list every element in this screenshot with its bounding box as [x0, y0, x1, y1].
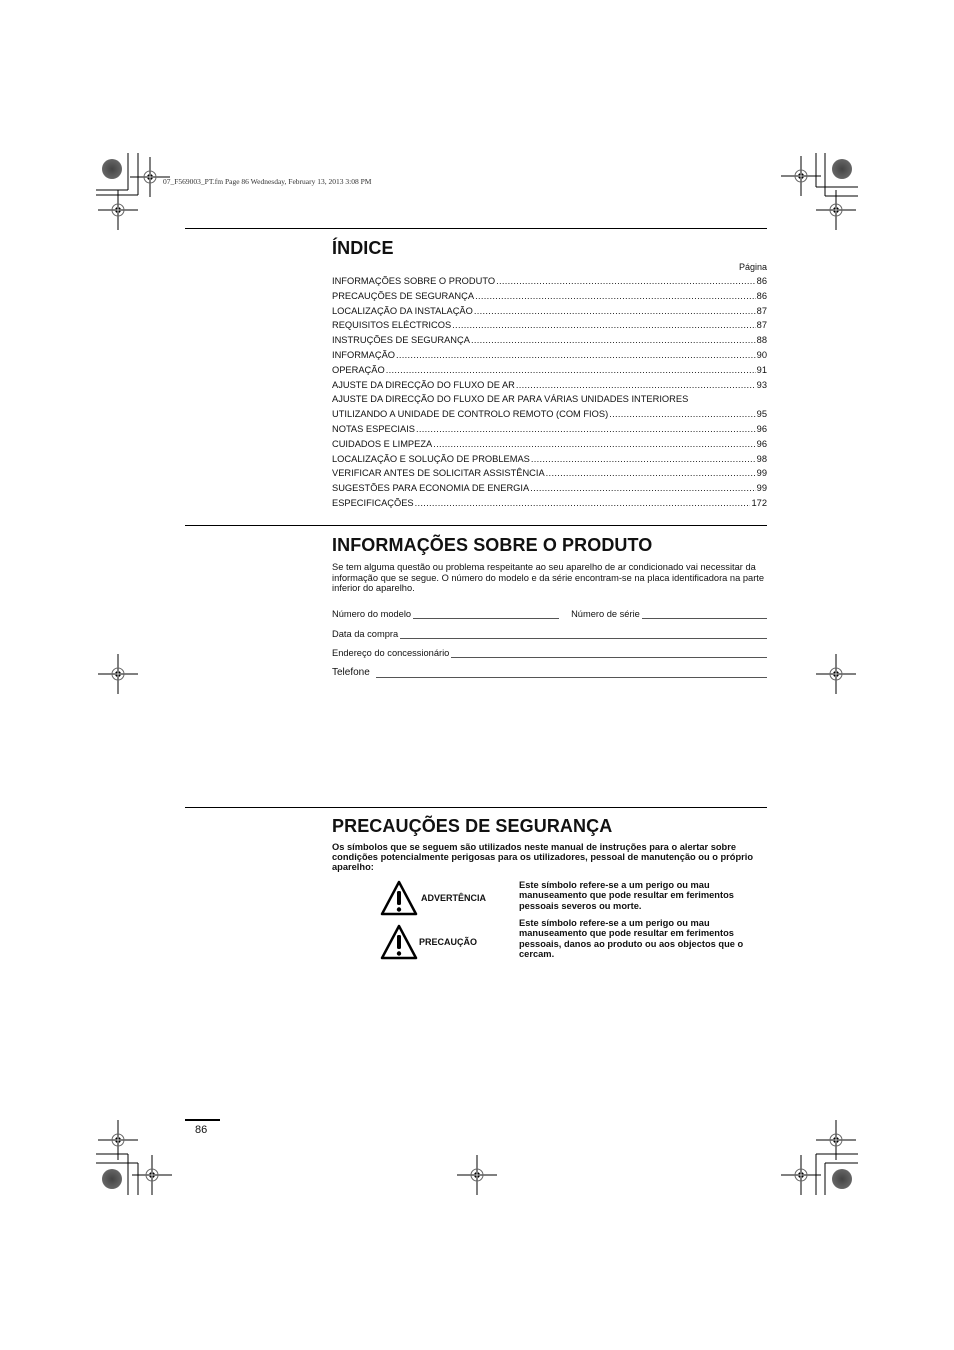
dealer-address-field[interactable] — [451, 649, 767, 658]
toc-item[interactable]: INFORMAÇÃO ..... 90 — [332, 348, 767, 363]
dealer-address-label: Endereço do concessionário — [332, 648, 450, 659]
product-info-section — [332, 535, 767, 678]
toc-page-header: Página — [738, 262, 767, 272]
section-divider — [185, 525, 767, 526]
model-number-field[interactable] — [413, 610, 559, 619]
phone-label: Telefone — [332, 666, 370, 678]
toc-item[interactable]: REQUISITOS ELÉCTRICOS ..... 87 — [332, 318, 767, 333]
caution-label: PRECAUÇÃO — [419, 937, 478, 947]
product-info-title: INFORMAÇÕES SOBRE O PRODUTO — [332, 535, 653, 555]
page-number: 86 — [195, 1124, 208, 1136]
toc-item[interactable]: UTILIZANDO A UNIDADE DE CONTROLO REMOTO (COM FIOS) ..... 95 — [332, 407, 767, 422]
safety-section — [332, 816, 767, 872]
caution-symbol — [380, 924, 477, 960]
toc-item[interactable]: NOTAS ESPECIAIS ..... 96 — [332, 422, 767, 437]
toc-item[interactable]: INFORMAÇÕES SOBRE O PRODUTO ..... 86 — [332, 274, 767, 289]
toc-item[interactable]: PRECAUÇÕES DE SEGURANÇA ..... 86 — [332, 289, 767, 304]
phone-field[interactable] — [376, 669, 767, 678]
print-slug: 07_F569003_PT.fm Page 86 Wednesday, February 13, 2013 3:08 PM — [163, 177, 372, 186]
toc-item[interactable]: SUGESTÕES PARA ECONOMIA DE ENERGIA ..... 99 — [332, 481, 767, 496]
section-divider — [185, 807, 767, 808]
page-number-rule — [185, 1119, 220, 1121]
model-number-label: Número do modelo — [332, 609, 412, 620]
safety-title: PRECAUÇÕES DE SEGURANÇA — [332, 816, 613, 836]
table-of-contents — [332, 238, 767, 511]
toc-item-line1[interactable]: AJUSTE DA DIRECÇÃO DO FLUXO DE AR PARA VÁRIAS UNIDADES INTERIORES — [332, 394, 689, 405]
purchase-date-label: Data da compra — [332, 628, 399, 639]
toc-item[interactable]: OPERAÇÃO ..... 91 — [332, 363, 767, 378]
purchase-date-field[interactable] — [400, 630, 767, 639]
phone-row — [332, 658, 767, 678]
toc-item[interactable]: CUIDADOS E LIMPEZA ..... 96 — [332, 437, 767, 452]
model-serial-row — [332, 600, 767, 620]
serial-number-label: Número de série — [571, 609, 640, 620]
caution-description: Este símbolo refere-se a um perigo ou mau manuseamento que pode resultar em ferimentos pessoais, danos ao produto ou aos objectos que o cercam. — [519, 918, 744, 959]
toc-item[interactable]: AJUSTE DA DIRECÇÃO DO FLUXO DE AR ..... 93 — [332, 378, 767, 393]
toc-item[interactable]: VERIFICAR ANTES DE SOLICITAR ASSISTÊNCIA ..... 99 — [332, 466, 767, 481]
toc-title: ÍNDICE — [332, 238, 394, 258]
section-divider — [185, 228, 767, 229]
dealer-address-row — [332, 639, 767, 659]
product-info-intro: Se tem alguma questão ou problema respeitante ao seu aparelho de ar condicionado vai necessitar da informação que se segue. O número do modelo e da série encontram-se na placa identificadora na parte inferior do aparelho. — [332, 562, 765, 594]
purchase-date-row — [332, 619, 767, 639]
toc-item[interactable]: LOCALIZAÇÃO DA INSTALAÇÃO ..... 87 — [332, 304, 767, 319]
warning-description: Este símbolo refere-se a um perigo ou mau manuseamento que pode resultar em ferimentos pessoais severos ou morte. — [519, 880, 734, 911]
toc-item[interactable]: LOCALIZAÇÃO E SOLUÇÃO DE PROBLEMAS ..... 98 — [332, 452, 767, 467]
caution-triangle-icon — [380, 924, 418, 960]
serial-number-field[interactable] — [642, 610, 767, 619]
warning-triangle-icon — [380, 880, 418, 916]
safety-intro: Os símbolos que se seguem são utilizados neste manual de instruções para o alertar sobre condições potencialmente perigosas para os utilizadores, pessoal de manutenção ou o próprio aparelho: — [332, 842, 754, 872]
warning-symbol — [380, 880, 486, 916]
toc-item[interactable]: INSTRUÇÕES DE SEGURANÇA ..... 88 — [332, 333, 767, 348]
toc-item[interactable]: ESPECIFICAÇÕES ..... 172 — [332, 496, 767, 511]
warning-label: ADVERTÊNCIA — [421, 893, 487, 903]
